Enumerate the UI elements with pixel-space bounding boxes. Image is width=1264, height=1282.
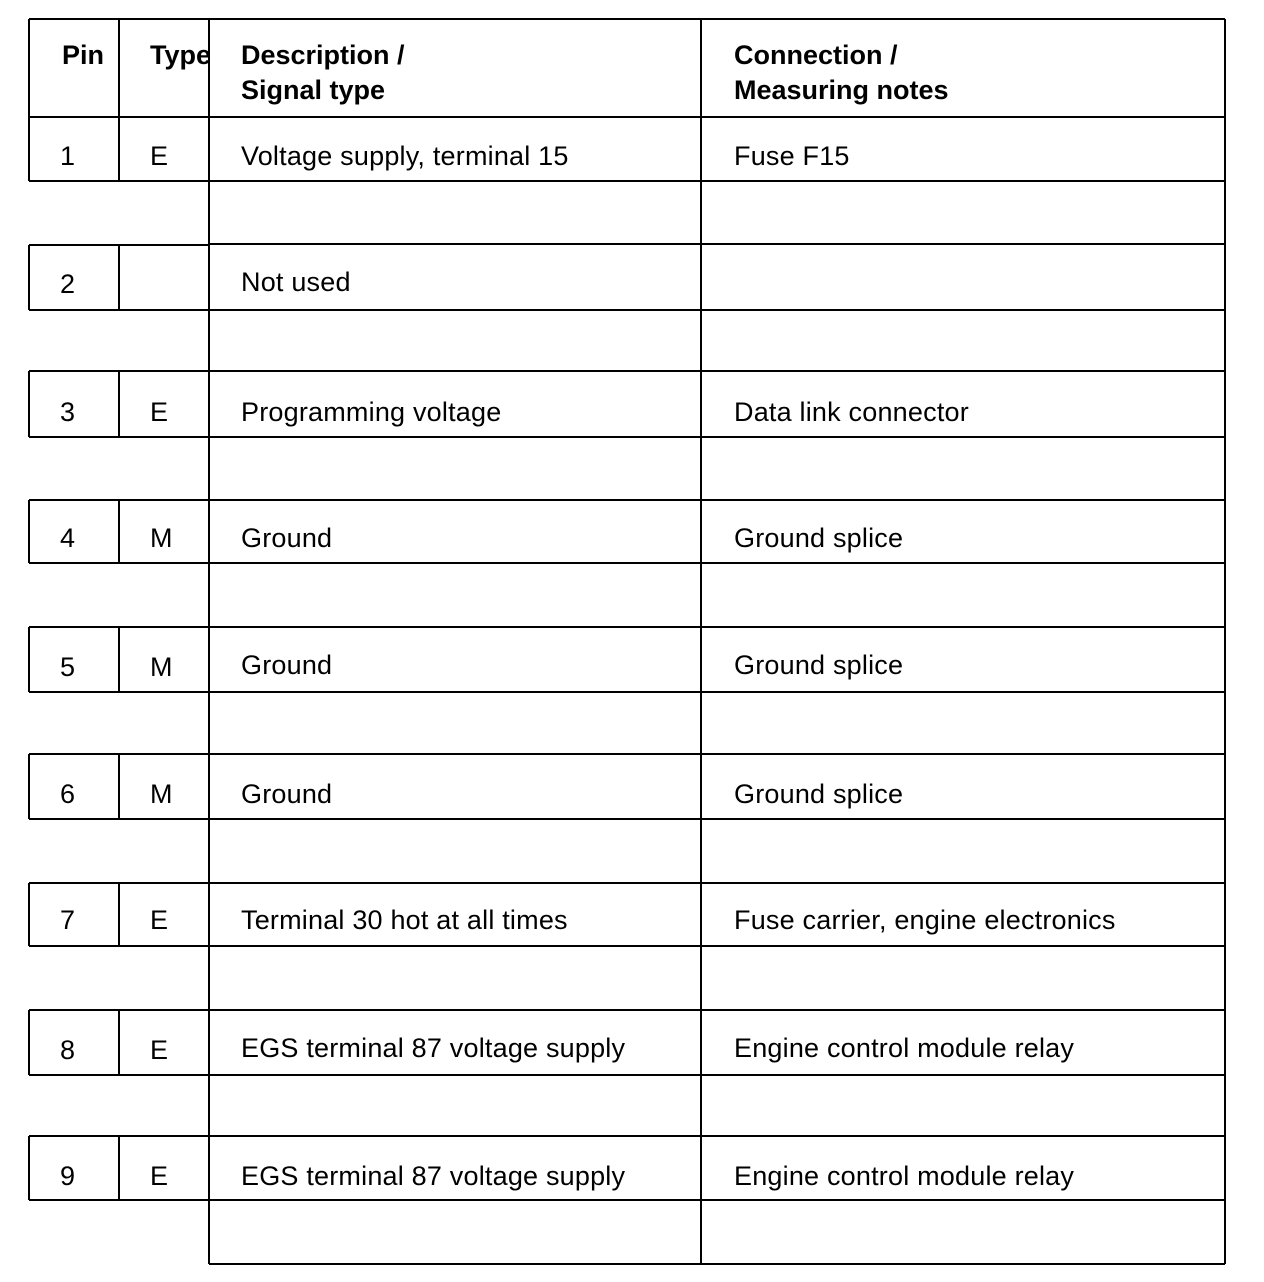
row-5-connection: Ground splice <box>734 650 904 680</box>
row-7-pin: 7 <box>60 905 76 935</box>
row-9-connection: Engine control module relay <box>734 1161 1075 1191</box>
row-3-connection: Data link connector <box>734 397 969 427</box>
header-connection-line1: Connection / <box>734 40 898 70</box>
row-3-description: Programming voltage <box>241 397 502 427</box>
row-8-connection: Engine control module relay <box>734 1033 1075 1063</box>
row-3-type: E <box>150 397 169 427</box>
row-2-pin: 2 <box>60 269 76 299</box>
row-1-type: E <box>150 141 169 171</box>
row-1-pin: 1 <box>60 141 76 171</box>
row-4-type: M <box>150 523 173 553</box>
row-6-type: M <box>150 779 173 809</box>
header-connection-line2: Measuring notes <box>734 75 949 105</box>
row-9-type: E <box>150 1161 169 1191</box>
row-6-pin: 6 <box>60 779 76 809</box>
row-7-type: E <box>150 905 169 935</box>
row-7-connection: Fuse carrier, engine electronics <box>734 905 1116 935</box>
header-description-line2: Signal type <box>241 75 386 105</box>
row-1-connection: Fuse F15 <box>734 141 850 171</box>
header-type: Type <box>150 40 212 70</box>
row-7-description: Terminal 30 hot at all times <box>241 905 568 935</box>
row-5-pin: 5 <box>60 652 76 682</box>
row-4-pin: 4 <box>60 523 76 553</box>
row-5-description: Ground <box>241 650 333 680</box>
row-6-connection: Ground splice <box>734 779 904 809</box>
row-9-description: EGS terminal 87 voltage supply <box>241 1161 626 1191</box>
row-1-description: Voltage supply, terminal 15 <box>241 141 569 171</box>
row-3-pin: 3 <box>60 397 76 427</box>
row-4-connection: Ground splice <box>734 523 904 553</box>
row-8-description: EGS terminal 87 voltage supply <box>241 1033 626 1063</box>
header-description-line1: Description / <box>241 40 405 70</box>
row-9-pin: 9 <box>60 1161 76 1191</box>
row-5-type: M <box>150 652 173 682</box>
row-4-description: Ground <box>241 523 333 553</box>
row-6-description: Ground <box>241 779 333 809</box>
row-2-description: Not used <box>241 267 351 297</box>
row-8-type: E <box>150 1035 169 1065</box>
row-8-pin: 8 <box>60 1035 76 1065</box>
header-pin: Pin <box>62 40 105 70</box>
